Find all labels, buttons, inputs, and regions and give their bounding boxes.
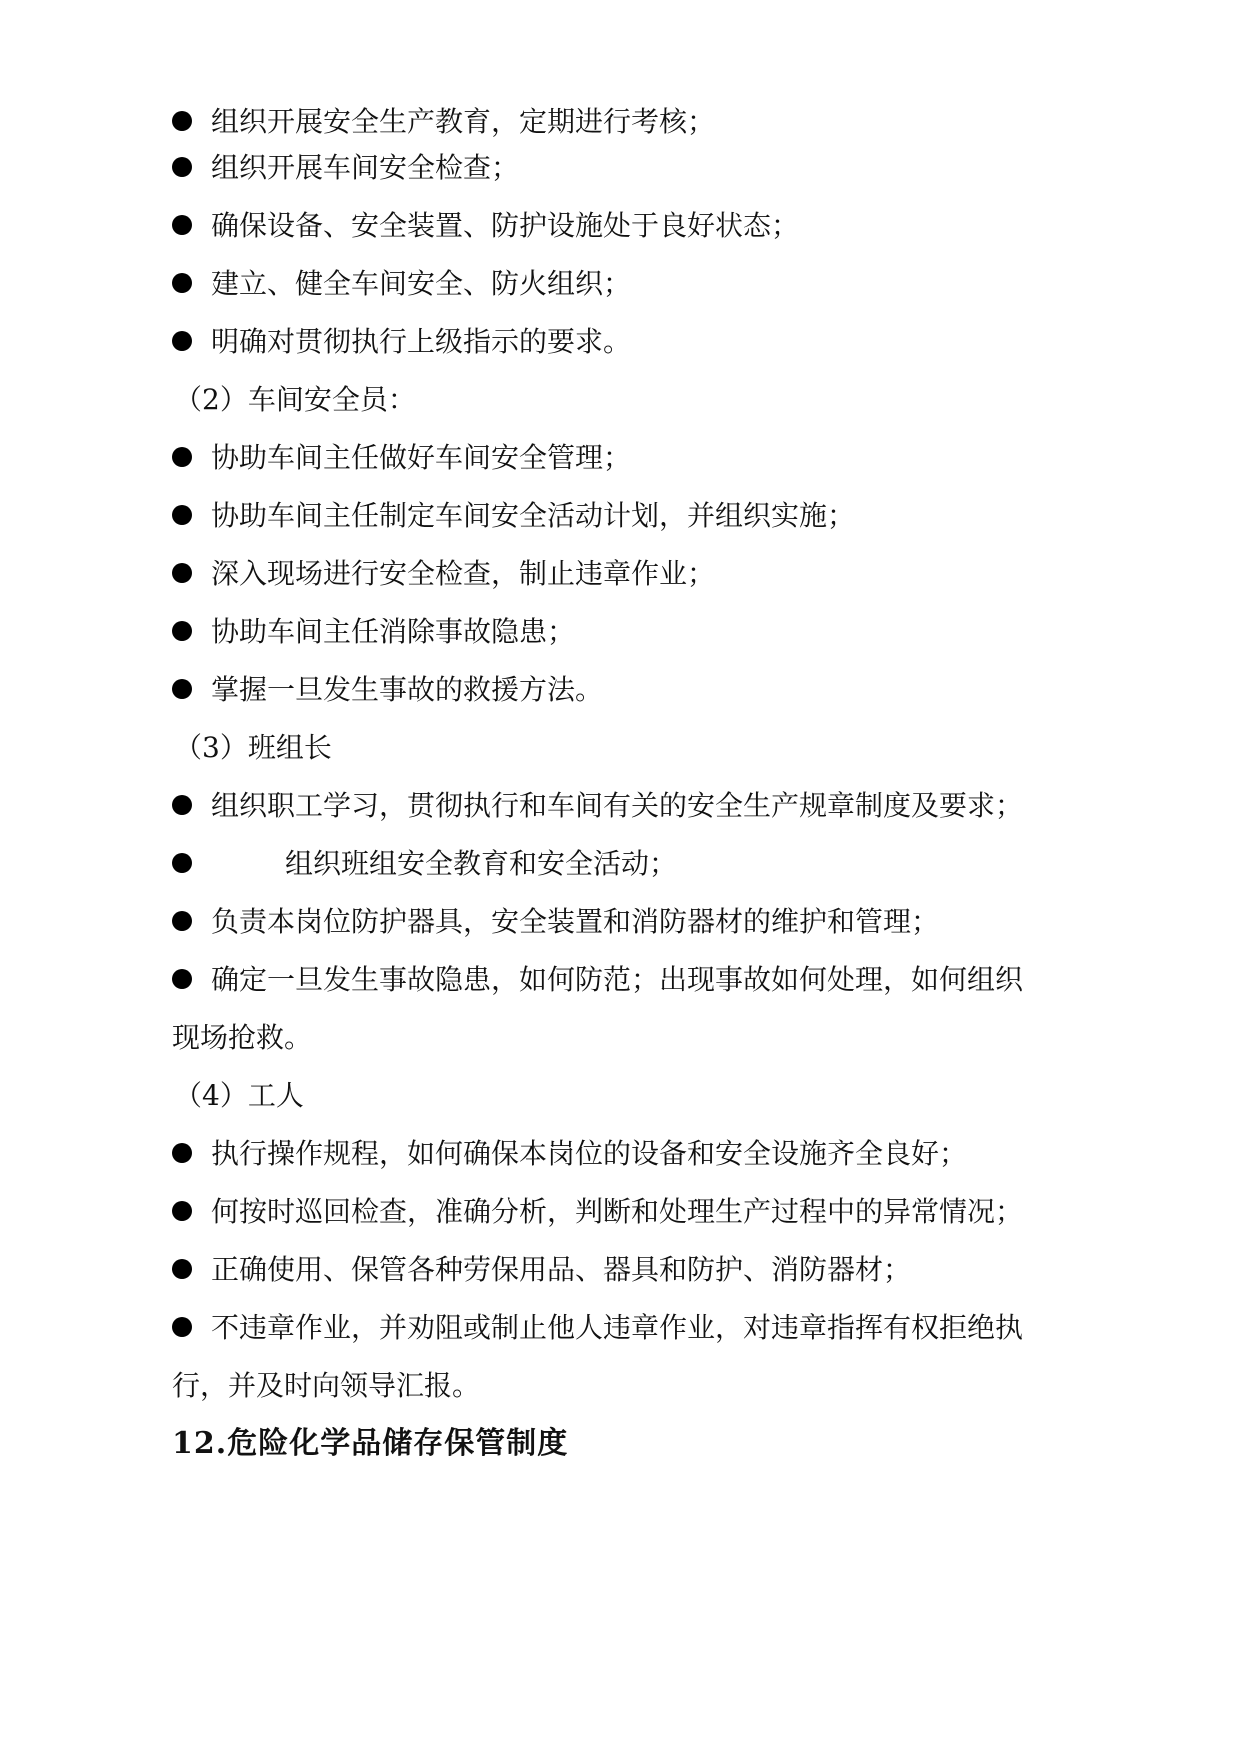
list-item-text: 负责本岗位防护器具，安全装置和消防器材的维护和管理； <box>211 905 940 938</box>
list-item-text: 组织职工学习，贯彻执行和车间有关的安全生产规章制度及要求； <box>211 789 1024 822</box>
section-subheading: （2）车间安全员： <box>174 383 416 416</box>
list-item <box>172 960 1072 1000</box>
list-item <box>172 102 1072 142</box>
bullet-icon <box>172 679 192 699</box>
list-item-text: 正确使用、保管各种劳保用品、器具和防护、消防器材； <box>211 1253 912 1286</box>
bullet-icon <box>172 1143 192 1163</box>
list-item-text: 深入现场进行安全检查，制止违章作业； <box>211 557 716 590</box>
list-item-text: 掌握一旦发生事故的救援方法。 <box>211 673 604 706</box>
bullet-icon <box>172 1259 192 1279</box>
list-item <box>172 670 1072 710</box>
list-item <box>172 902 1072 942</box>
list-item <box>172 148 1072 188</box>
list-item-text: 组织开展车间安全检查； <box>211 151 520 184</box>
bullet-icon <box>172 331 192 351</box>
section-subheading: （4）工人 <box>174 1079 304 1112</box>
list-item <box>172 612 1072 652</box>
list-item <box>172 206 1072 246</box>
list-item-text: 明确对贯彻执行上级指示的要求。 <box>211 325 632 358</box>
list-item <box>172 438 1072 478</box>
list-item <box>172 554 1072 594</box>
list-item <box>172 496 1072 536</box>
bullet-icon <box>172 215 192 235</box>
bullet-icon <box>172 563 192 583</box>
list-item-text: 组织班组安全教育和安全活动； <box>285 847 678 880</box>
bullet-icon <box>172 969 192 989</box>
bullet-icon <box>172 111 192 131</box>
list-item-text: 不违章作业，并劝阻或制止他人违章作业，对违章指挥有权拒绝执 <box>211 1311 1024 1344</box>
list-item <box>172 1134 1072 1174</box>
bullet-icon <box>172 273 192 293</box>
bullet-icon <box>172 505 192 525</box>
list-item-continuation: 现场抢救。 <box>172 1021 313 1054</box>
list-item-text: 组织开展安全生产教育，定期进行考核； <box>211 105 716 138</box>
bullet-icon <box>172 853 192 873</box>
bullet-icon <box>172 157 192 177</box>
list-item-text: 协助车间主任做好车间安全管理； <box>211 441 632 474</box>
bullet-icon <box>172 795 192 815</box>
list-item <box>172 264 1072 304</box>
bullet-icon <box>172 621 192 641</box>
list-item-text: 确保设备、安全装置、防护设施处于良好状态； <box>211 209 800 242</box>
section-heading: 12.危险化学品储存保管制度 <box>172 1426 569 1461</box>
list-item <box>172 844 1072 884</box>
list-item-text: 何按时巡回检查，准确分析，判断和处理生产过程中的异常情况； <box>211 1195 1024 1228</box>
list-item-text: 确定一旦发生事故隐患，如何防范；出现事故如何处理，如何组织 <box>211 963 1024 996</box>
list-item-text: 协助车间主任制定车间安全活动计划，并组织实施； <box>211 499 856 532</box>
list-item <box>172 1308 1072 1348</box>
bullet-icon <box>172 1201 192 1221</box>
section-subheading: （3）班组长 <box>174 731 332 764</box>
list-item <box>172 1192 1072 1232</box>
list-item <box>172 322 1072 362</box>
bullet-icon <box>172 911 192 931</box>
list-item-continuation: 行，并及时向领导汇报。 <box>172 1369 481 1402</box>
bullet-icon <box>172 447 192 467</box>
list-item-text: 执行操作规程，如何确保本岗位的设备和安全设施齐全良好； <box>211 1137 968 1170</box>
list-item-text: 建立、健全车间安全、防火组织； <box>211 267 632 300</box>
bullet-icon <box>172 1317 192 1337</box>
list-item <box>172 1250 1072 1290</box>
list-item-text: 协助车间主任消除事故隐患； <box>211 615 576 648</box>
list-item <box>172 786 1072 826</box>
